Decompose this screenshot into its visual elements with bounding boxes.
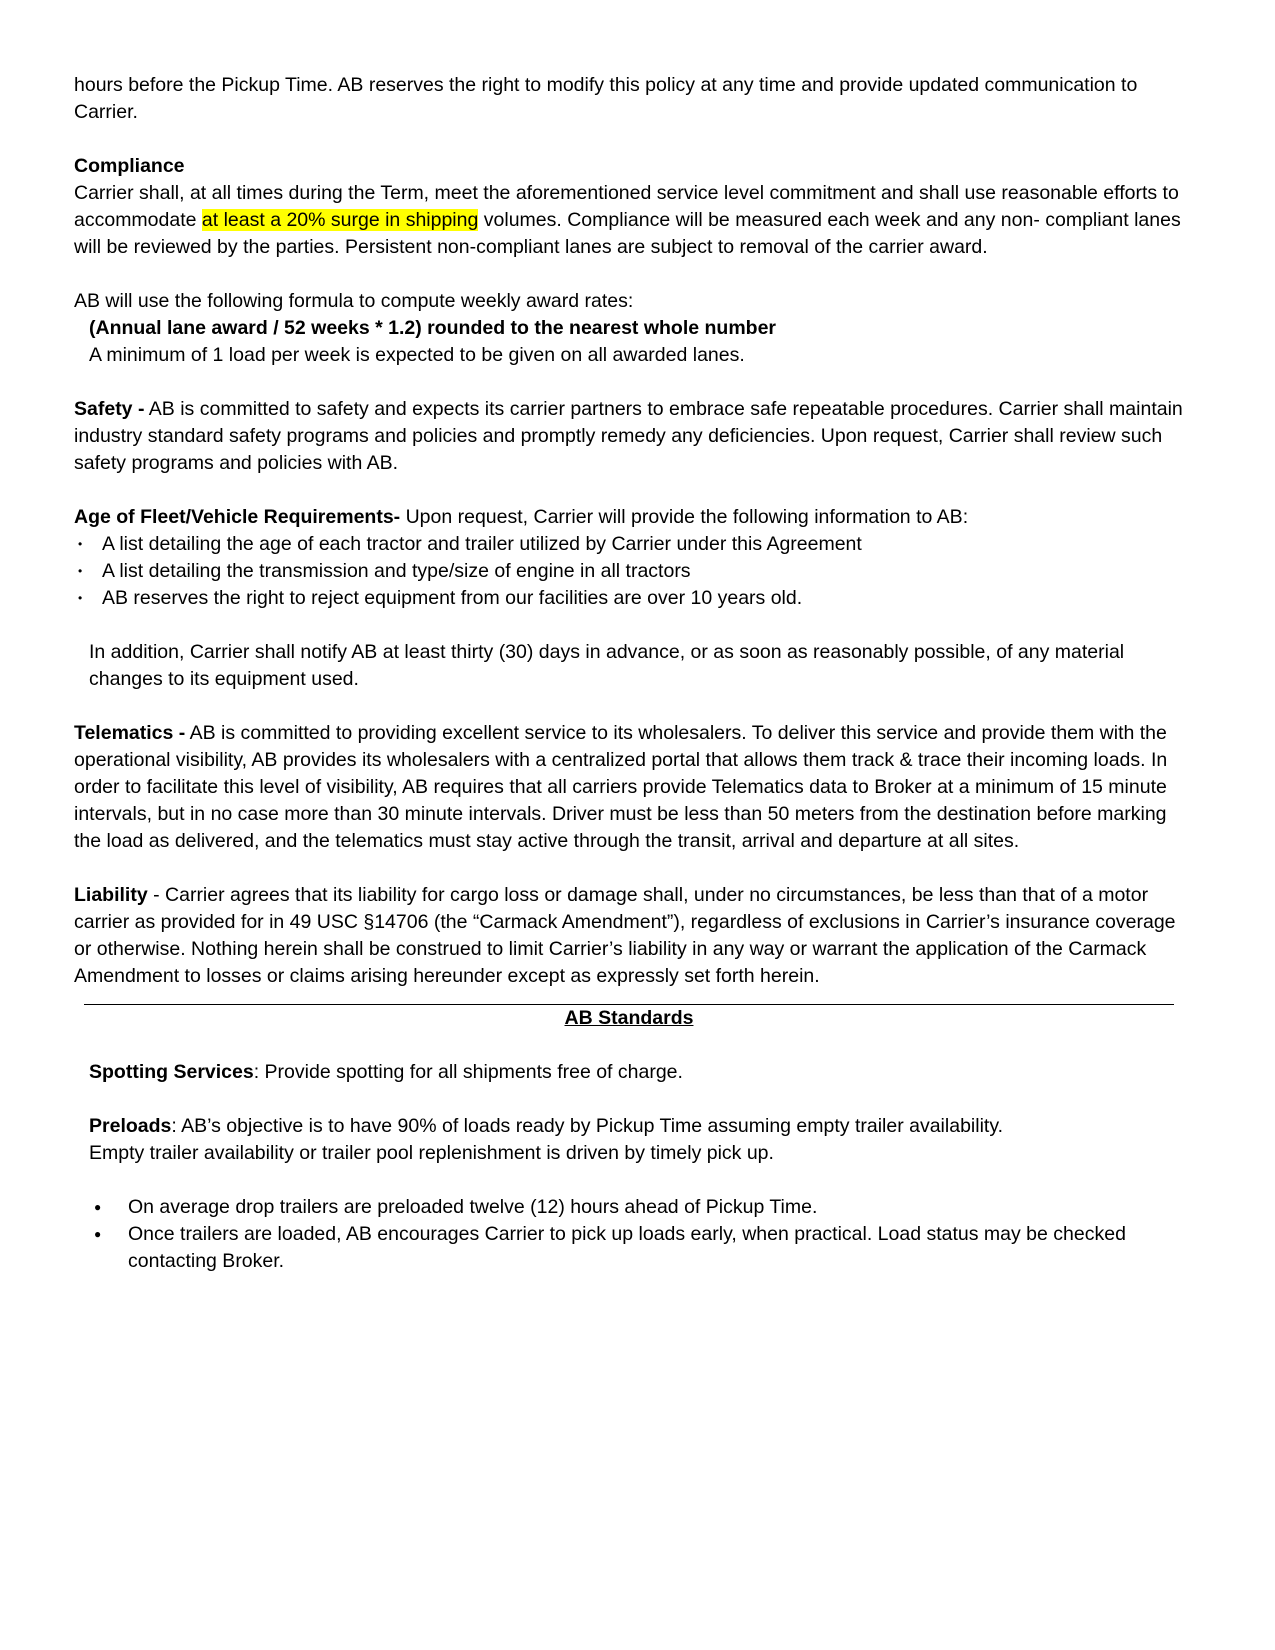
safety-text: AB is committed to safety and expects its carrier partners to embrace safe repeatable procedures. Carrier shall maintain industry standard safety programs and policies and promptly remedy any deficiencies. Upon request, Carrier shall review such safety programs and policies with AB. — [74, 398, 1183, 474]
compliance-heading: Compliance — [74, 155, 185, 177]
spotting-paragraph — [74, 1059, 1194, 1086]
liability-label: Liability — [74, 884, 148, 906]
list-item: • A list detailing the age of each tractor and trailer utilized by Carrier under this Agreement — [74, 531, 1194, 558]
telematics-text: AB is committed to providing excellent service to its wholesalers. To deliver this service and provide them with the operational visibility, AB provides its wholesalers with a centralized portal that allows them track & trace their incoming loads. In order to facilitate this level of visibility, AB requires that all carriers provide Telematics data to Broker at a minimum of 15 minute intervals, but in no case more than 30 minute intervals. Driver must be less than 50 meters from the destination before marking the load as delivered, and the telematics must stay active through the transit, arrival and departure at all sites. — [74, 722, 1168, 852]
standards-title: AB Standards — [564, 1007, 694, 1029]
compliance-highlight: at least a 20% surge in shipping — [201, 209, 479, 231]
compliance-paragraph — [74, 180, 1194, 261]
list-item: • AB reserves the right to reject equipment from our facilities are over 10 years old. — [74, 585, 1194, 612]
telematics-label: Telematics - — [74, 722, 186, 744]
formula-intro: AB will use the following formula to compute weekly award rates: — [74, 290, 634, 312]
fleet-paragraph — [74, 504, 1194, 531]
liability-paragraph — [74, 882, 1194, 990]
formula-minimum: A minimum of 1 load per week is expected to be given on all awarded lanes. — [89, 344, 745, 366]
intro-paragraph: hours before the Pickup Time. AB reserves the right to modify this policy at any time and provide updated communication to Carrier. — [74, 74, 1138, 123]
preloads-paragraph — [74, 1113, 1194, 1140]
safety-label: Safety - — [74, 398, 145, 420]
standards-bullets — [74, 1194, 1194, 1275]
compliance-text-before: Carrier shall, at all times during the Term, meet the aforementioned service level commitment and shall use reasonable efforts to accommodate — [74, 182, 1179, 231]
preloads-text-2: Empty trailer availability or trailer pool replenishment is driven by timely pick up. — [89, 1142, 774, 1164]
document-page — [74, 72, 1194, 1275]
spotting-label: Spotting Services — [89, 1061, 254, 1083]
list-item: ● On average drop trailers are preloaded twelve (12) hours ahead of Pickup Time. — [89, 1194, 1194, 1221]
fleet-list — [74, 531, 1194, 612]
preloads-text: : AB’s objective is to have 90% of loads ready by Pickup Time assuming empty trailer availability. — [171, 1115, 1004, 1137]
fleet-addition: In addition, Carrier shall notify AB at least thirty (30) days in advance, or as soon as reasonably possible, of any material changes to its equipment used. — [89, 641, 1125, 690]
formula-text: (Annual lane award / 52 weeks * 1.2) rounded to the nearest whole number — [89, 317, 777, 339]
safety-paragraph — [74, 396, 1194, 477]
fleet-label: Age of Fleet/Vehicle Requirements- — [74, 506, 401, 528]
fleet-text: Upon request, Carrier will provide the following information to AB: — [400, 506, 969, 528]
telematics-paragraph — [74, 720, 1194, 855]
spotting-text: : Provide spotting for all shipments free of charge. — [253, 1061, 683, 1083]
compliance-text-after: volumes. Compliance will be measured each week and any non- compliant lanes will be reviewed by the parties. Persistent non-compliant lanes are subject to removal of the carrier award. — [74, 209, 1181, 258]
liability-text: - Carrier agrees that its liability for cargo loss or damage shall, under no circumstances, be less than that of a motor carrier as provided for in 49 USC §14706 (the “Carmack Amendment”), regardless of exclusions in Carrier’s insurance coverage or otherwise. Nothing herein shall be construed to limit Carrier’s liability in any way or warrant the application of the Carmack Amendment to losses or claims arising hereunder except as expressly set forth herein. — [74, 884, 1176, 987]
list-item: ● Once trailers are loaded, AB encourages Carrier to pick up loads early, when practical. Load status may be checked contacting Broker. — [89, 1221, 1194, 1275]
preloads-label: Preloads — [89, 1115, 172, 1137]
list-item: • A list detailing the transmission and type/size of engine in all tractors — [74, 558, 1194, 585]
